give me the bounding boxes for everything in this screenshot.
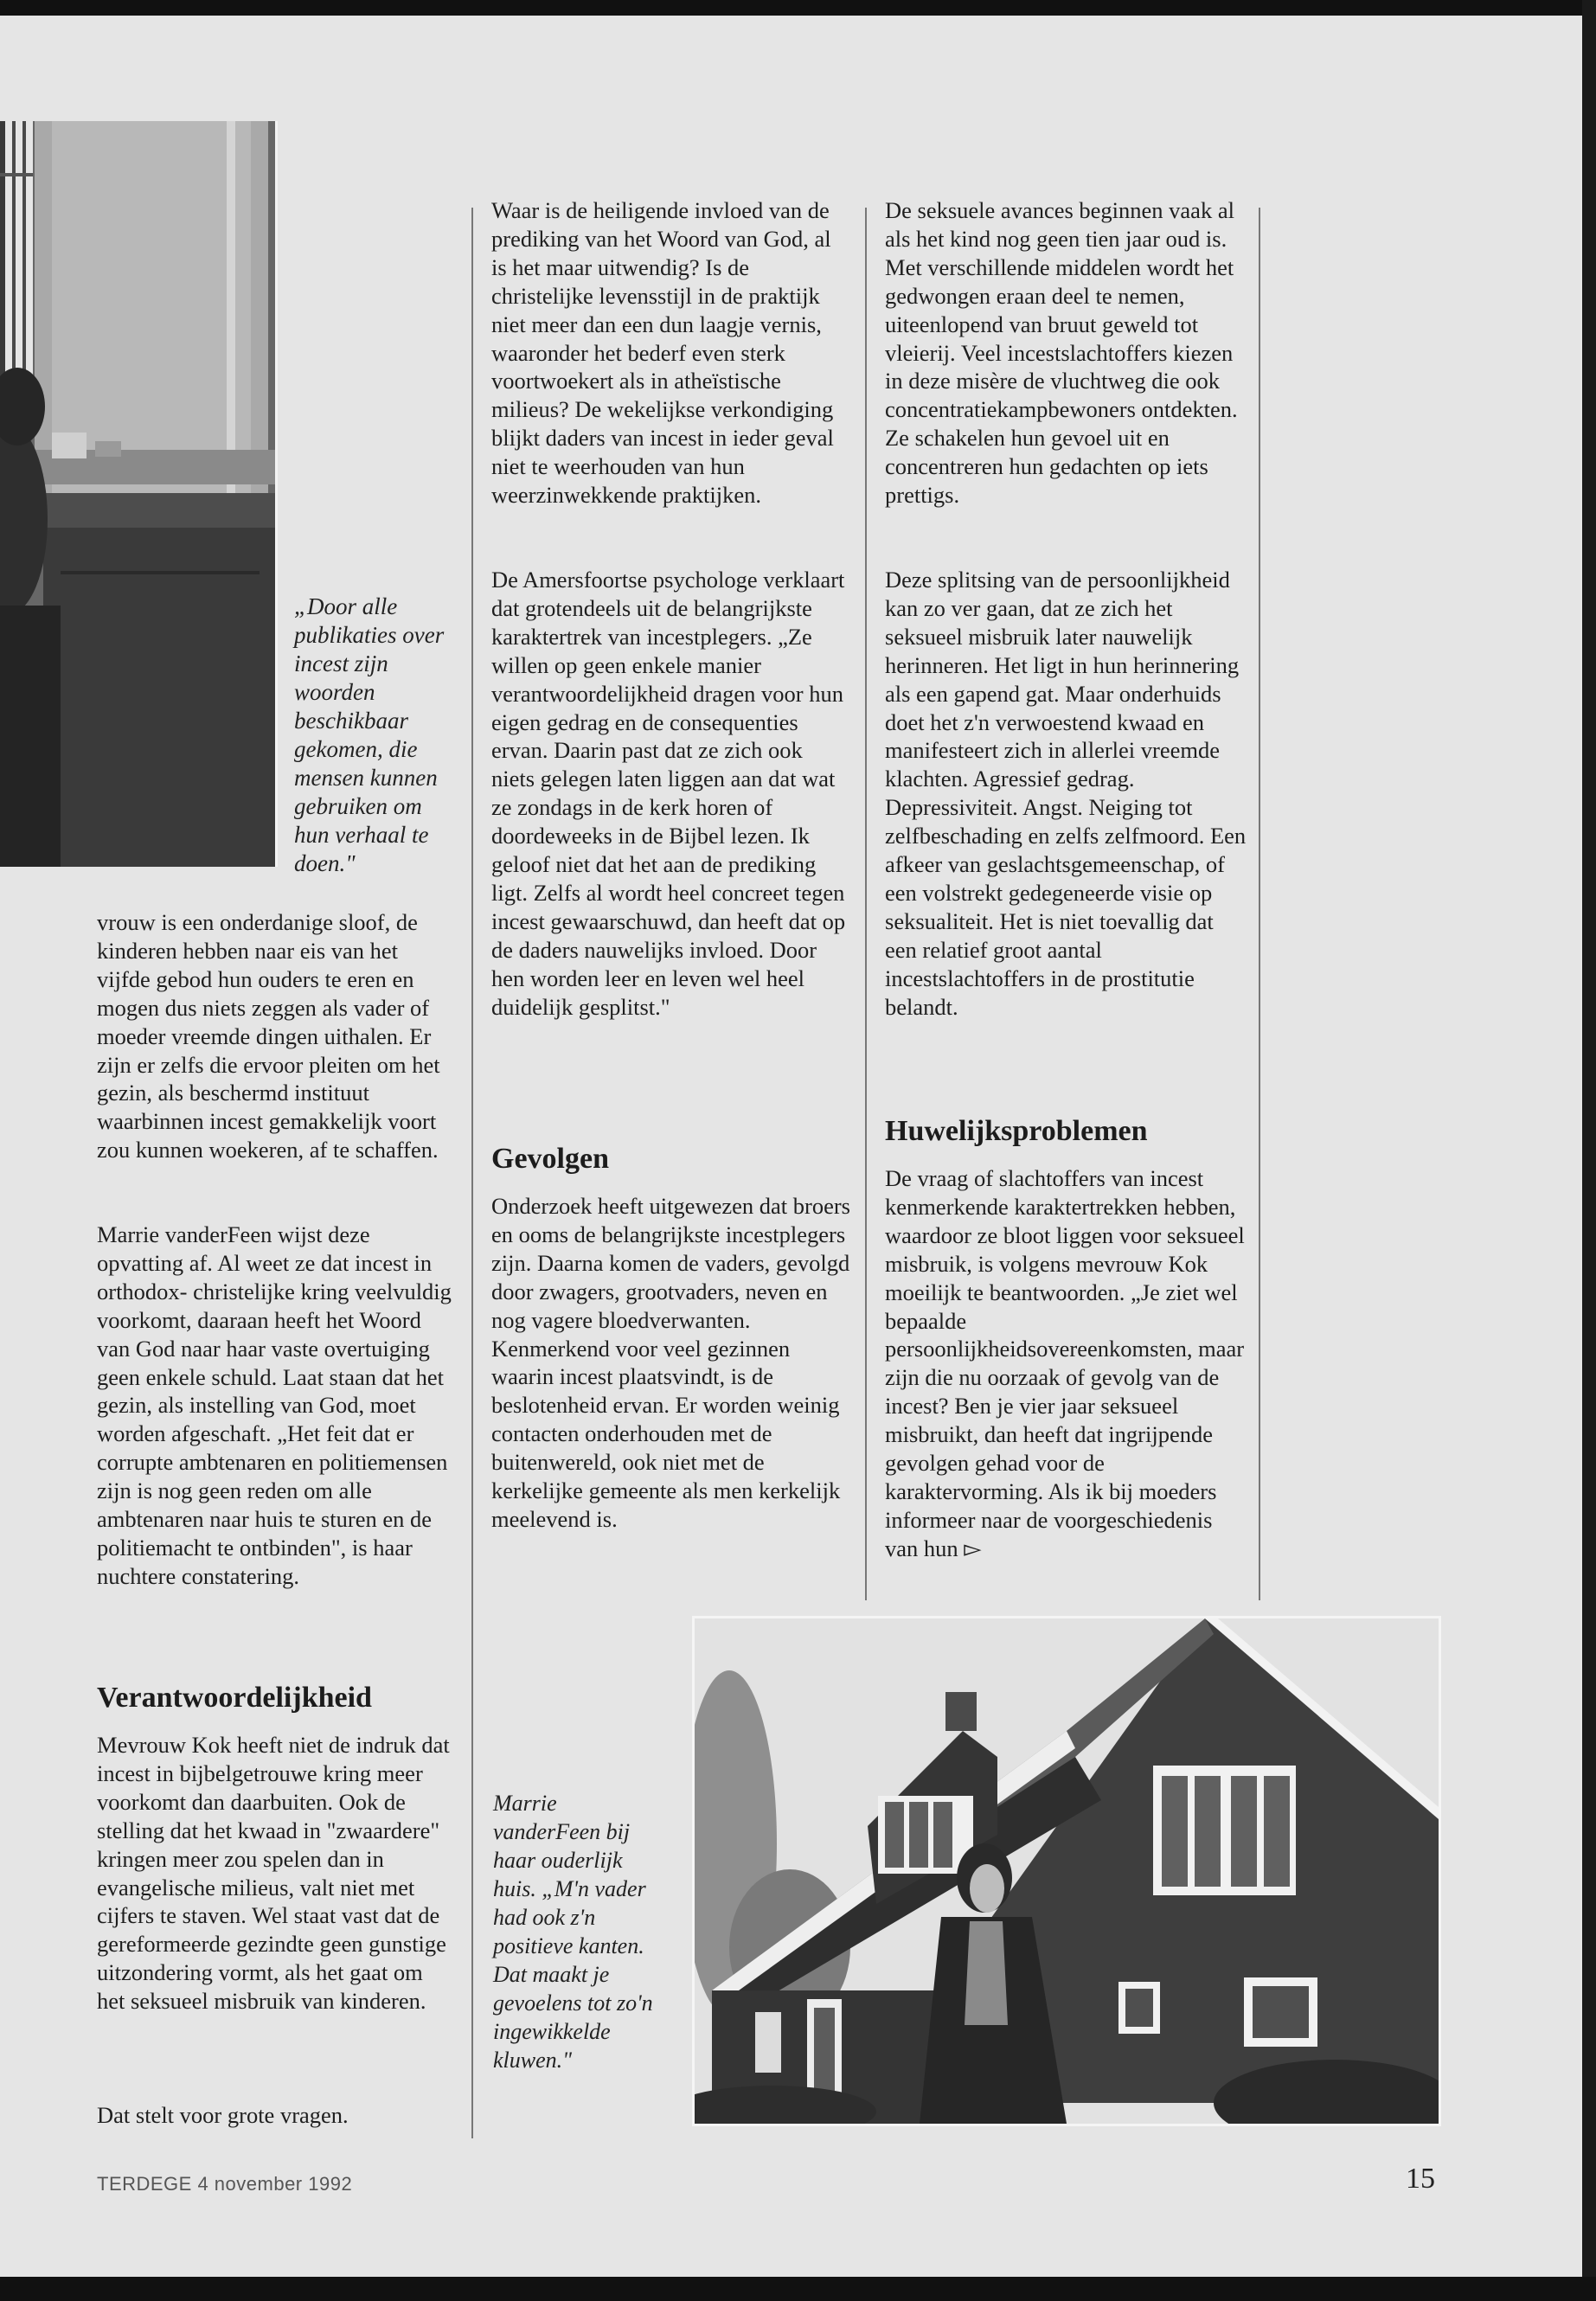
scan-edge-bottom bbox=[0, 2277, 1596, 2301]
paragraph: De seksuele avances beginnen vaak al als het kind nog geen tien jaar oud is. Met verschillende middelen wordt het gedwongen eraan deel te nemen, uiteenlopend van bruut geweld tot vleierij. Veel incestslachtoffers kiezen in deze misère de vluchtweg die ook concentratiekampbewoners ontdekten. Ze schakelen hun gevoel uit en concentreren hun gedachten op iets prettigs. bbox=[885, 197, 1238, 509]
paragraph: Marrie vanderFeen wijst deze opvatting af. Al weet ze dat incest in orthodox- christelijke kring veelvuldig voorkomt, daaraan heeft het Woord van God naar haar vaste overtuiging geen enkele schuld. Laat staan dat het gezin, als instelling van God, moet worden afgeschaft. „Het feit dat er corrupte ambtenaren en politiemensen zijn is nog geen reden om alle ambtenaren naar huis te sturen en de politiemacht te ontbinden", is haar nuchtere constatering. bbox=[97, 1221, 452, 1589]
section-heading: Verantwoordelijkheid bbox=[97, 1682, 372, 1714]
house-photo bbox=[692, 1616, 1441, 2126]
paragraph: vrouw is een onderdanige sloof, de kinderen hebben naar eis van het vijfde gebod hun ouders te eren en mogen dus niets zeggen als vader of moeder vreemde dingen uithalen. Er zijn er zelfs die ervoor pleiten om het gezin, als beschermd instituut waarbinnen incest gemakkelijk voort zou kunnen woekeren, af te schaffen. bbox=[97, 909, 440, 1163]
paragraph: De vraag of slachtoffers van incest kenmerkende karaktertrekken hebben, waardoor ze bloot liggen voor seksueel misbruik, is volgens mevrouw Kok moeilijk te beantwoorden. „Je ziet wel bepaalde persoonlijkheidsovereenkomsten, maar zijn die nu oorzaak of gevolg van de incest? Ben je vier jaar seksueel misbruikt, dan heeft dat ingrijpende gevolgen gehad voor de karaktervorming. Als ik bij moeders informeer naar de voorgeschiedenis van hun ▻ bbox=[885, 1165, 1245, 1561]
scan-edge-right bbox=[1582, 0, 1596, 2301]
pull-quote: „Door alle publikaties over incest zijn woorden beschikbaar gekomen, die mensen kunnen gebruiken om hun verhaal te doen." bbox=[294, 593, 445, 876]
page-number: 15 bbox=[1406, 2163, 1435, 2195]
paragraph: Deze splitsing van de persoonlijkheid kan zo ver gaan, dat ze zich het seksueel misbruik later nauwelijk herinneren. Het ligt in hun herinnering als een gapend gat. Maar onderhuids doet het z'n verwoestend kwaad en manifesteert zich in allerlei vreemde klachten. Agressief gedrag. Depressiviteit. Angst. Neiging tot zelfbeschading en zelfs zelfmoord. Een afkeer van geslachtsgemeenschap, of een volstrekt gedegeneerde visie op seksualiteit. Het is niet toevallig dat een relatief groot aantal incestslachtoffers in de prostitutie belandt. bbox=[885, 567, 1247, 1020]
interior-photo bbox=[0, 121, 278, 867]
scan-edge-top bbox=[0, 0, 1596, 16]
publication-footer: TERDEGE 4 november 1992 bbox=[97, 2173, 353, 2195]
column-divider bbox=[1259, 208, 1260, 1600]
section-heading: Huwelijksproblemen bbox=[885, 1115, 1148, 1147]
paragraph: De Amersfoortse psychologe verklaart dat grotendeels uit de belangrijkste karaktertrek van incestplegers. „Ze willen op geen enkele manier verantwoordelijkheid dragen voor hun eigen gedrag en de consequenties ervan. Daarin past dat ze zich ook niets gelegen laten liggen aan dat wat ze zondags in de kerk horen of doordeweeks in de Bijbel lezen. Ik geloof niet dat het aan de prediking ligt. Zelfs al wordt heel concreet tegen incest gewaarschuwd, dan heeft dat op de daders nauwelijks invloed. Door hen worden leer en leven wel heel duidelijk gesplitst." bbox=[491, 567, 846, 1020]
paragraph: Mevrouw Kok heeft niet de indruk dat incest in bijbelgetrouwe kring meer voorkomt dan daarbuiten. Ook de stelling dat het kwaad in "zwaardere" kringen meer zou spelen dan in evangelische milieus, valt niet met cijfers te staven. Wel staat vast dat de gereformeerde gezindte geen gunstige uitzondering vormt, als het gaat om het seksueel misbruik van kinderen. bbox=[97, 1732, 450, 2015]
paragraph: Waar is de heiligende invloed van de prediking van het Woord van God, al is het maar uitwendig? Is de christelijke levensstijl in de praktijk niet meer dan een dun laagje vernis, waaronder het bederf even sterk voortwoekert als in atheïstische milieus? De wekelijkse verkondiging blijkt daders van incest in ieder geval niet te weerhouden van hun weerzinwekkende praktijken. bbox=[491, 197, 834, 509]
section-heading: Gevolgen bbox=[491, 1143, 609, 1175]
column-divider bbox=[471, 208, 473, 2138]
column-divider bbox=[865, 208, 867, 1600]
paragraph: Dat stelt voor grote vragen. bbox=[97, 2102, 349, 2128]
paragraph: Onderzoek heeft uitgewezen dat broers en ooms de belangrijkste incestplegers zijn. Daarna komen de vaders, gevolgd door zwagers, grootvaders, neven en nog vagere bloedverwanten. Kenmerkend voor veel gezinnen waarin incest plaatsvindt, is de beslotenheid ervan. Er worden weinig contacten onderhouden met de buitenwereld, ook niet met de kerkelijke gemeente als men kerkelijk meelevend is. bbox=[491, 1193, 850, 1532]
photo-caption: Marrie vanderFeen bij haar ouderlijk huis. „M'n vader had ook z'n positieve kanten. Dat maakt je gevoelens tot zo'n ingewikkelde kluwen." bbox=[493, 1791, 653, 2073]
